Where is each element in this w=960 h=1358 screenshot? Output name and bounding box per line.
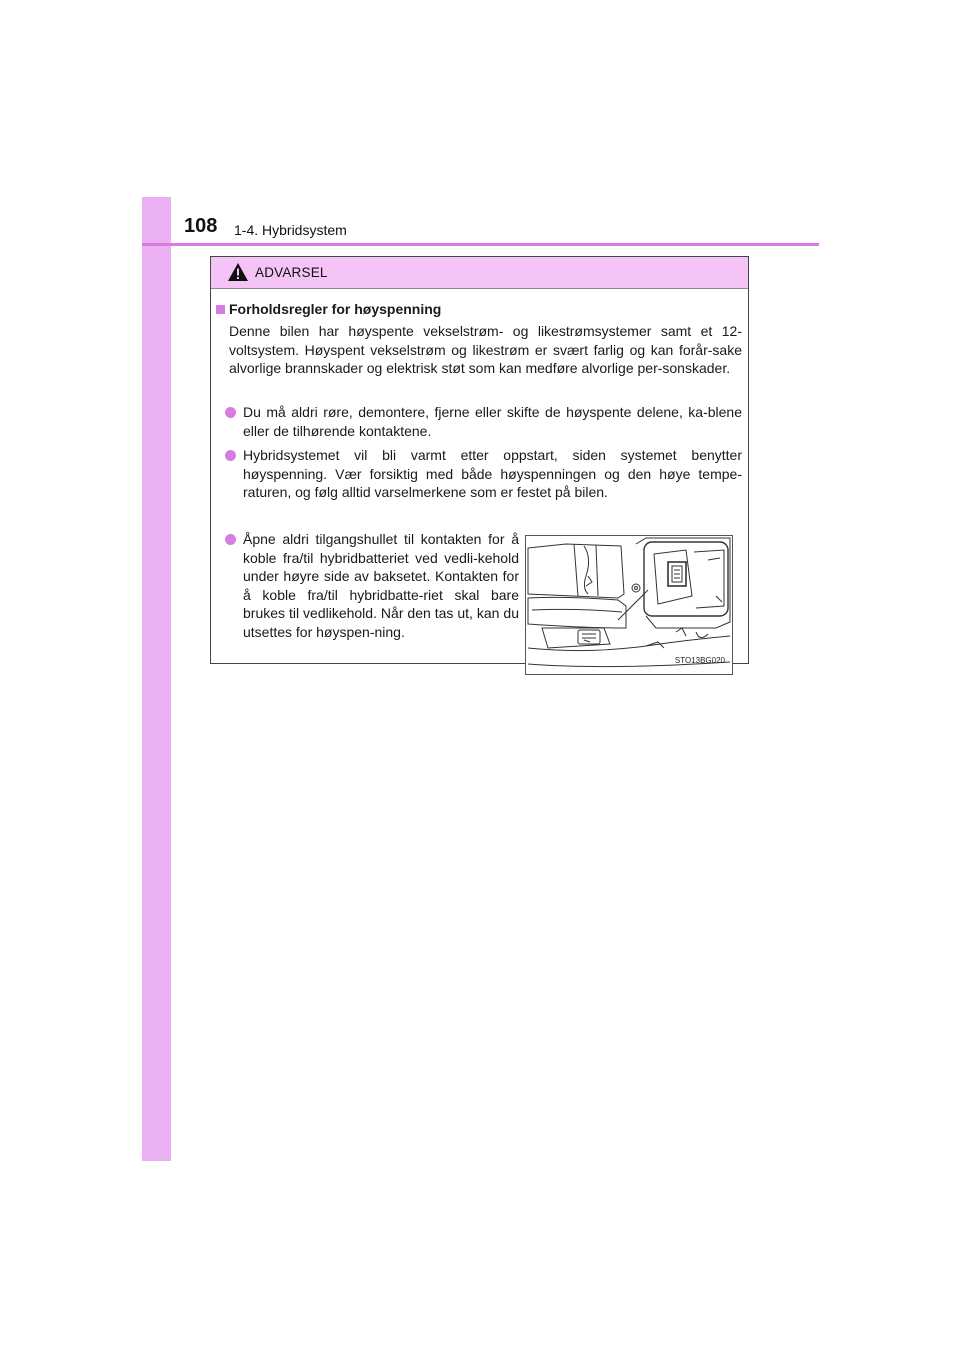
section-heading-text: Forholdsregler for høyspenning bbox=[229, 301, 442, 317]
figure-code: STO13BG020 bbox=[674, 656, 725, 666]
bullet-dot-icon bbox=[225, 450, 236, 461]
battery-access-illustration bbox=[525, 535, 733, 675]
square-bullet-icon bbox=[216, 305, 225, 314]
warning-content bbox=[211, 288, 748, 666]
warning-triangle-icon bbox=[227, 262, 249, 282]
bullet-item bbox=[225, 403, 742, 440]
warning-label: ADVARSEL bbox=[255, 265, 328, 280]
warning-box bbox=[210, 256, 749, 664]
warning-header bbox=[211, 257, 748, 289]
section-title: 1-4. Hybridsystem bbox=[234, 222, 347, 238]
bullet-item bbox=[225, 446, 742, 502]
bullet-text: Du må aldri røre, demontere, fjerne eller skifte de høyspente delene, ka-blene eller de tilhørende kontaktene. bbox=[243, 404, 742, 439]
chapter-side-band bbox=[142, 197, 171, 1161]
warning-paragraph: Denne bilen har høyspente vekselstrøm- og likestrømsystemer samt et 12-voltsystem. Høyspent vekselstrøm og likestrøm er svært farlig og kan forår-sake alvorlige brannskader og elektrisk støt som kan medføre alvorlige per-sonskader. bbox=[229, 323, 742, 377]
section-heading bbox=[216, 300, 441, 319]
bullet-text: Åpne aldri tilgangshullet til kontakten for å koble fra/til hybridbatteriet ved vedli-kehold under høyre side av baksetet. Kontakten for å koble fra/til hybridbatte-riet skal bare brukes til vedlikehold. Når den tas ut, kan du utsettes for høyspen-ning. bbox=[243, 531, 519, 640]
page-number: 108 bbox=[184, 215, 218, 237]
bullet-dot-icon bbox=[225, 534, 236, 545]
bullet-text: Hybridsystemet vil bli varmt etter oppstart, siden systemet benytter høyspenning. Vær forsiktig med både høyspenningen og den høye tempe-raturen, og følg alltid varselmerkene som er festet på bilen. bbox=[243, 447, 742, 501]
bullet-dot-icon bbox=[225, 407, 236, 418]
header-rule bbox=[142, 243, 819, 246]
